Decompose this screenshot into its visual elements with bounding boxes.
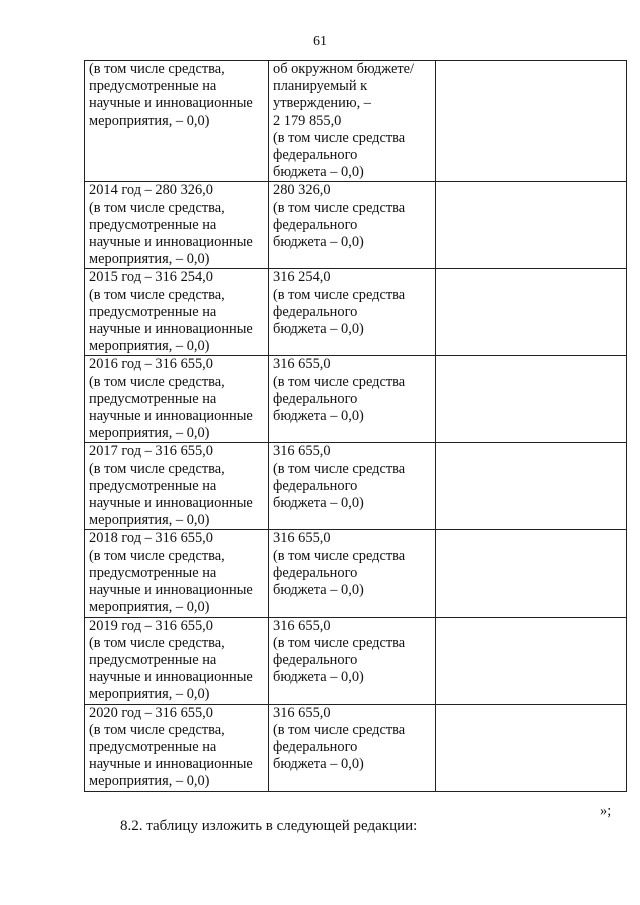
budget-source-cell: 316 254,0 (в том числе средства федерального бюджета – 0,0) bbox=[269, 269, 436, 356]
budget-source-cell: 316 655,0 (в том числе средства федерального бюджета – 0,0) bbox=[269, 443, 436, 530]
funding-period-cell: 2019 год – 316 655,0 (в том числе средства, предусмотренные на научные и инновационные мероприятия, – 0,0) bbox=[85, 617, 269, 704]
budget-source-cell: об окружном бюджете/ планируемый к утверждению, – 2 179 855,0 (в том числе средства федерального бюджета – 0,0) bbox=[269, 61, 436, 182]
instruction-text: 8.2. таблицу изложить в следующей редакции: bbox=[120, 818, 418, 834]
table-row bbox=[85, 61, 627, 182]
budget-source-cell: 316 655,0 (в том числе средства федерального бюджета – 0,0) bbox=[269, 617, 436, 704]
funding-period-cell: (в том числе средства, предусмотренные на научные и инновационные мероприятия, – 0,0) bbox=[85, 61, 269, 182]
funding-period-cell: 2014 год – 280 326,0 (в том числе средства, предусмотренные на научные и инновационные мероприятия, – 0,0) bbox=[85, 182, 269, 269]
notes-cell bbox=[436, 182, 627, 269]
funding-period-cell: 2015 год – 316 254,0 (в том числе средства, предусмотренные на научные и инновационные мероприятия, – 0,0) bbox=[85, 269, 269, 356]
table-row bbox=[85, 443, 627, 530]
notes-cell bbox=[436, 704, 627, 791]
table-row bbox=[85, 182, 627, 269]
funding-period-cell: 2017 год – 316 655,0 (в том числе средства, предусмотренные на научные и инновационные мероприятия, – 0,0) bbox=[85, 443, 269, 530]
page-number: 61 bbox=[313, 34, 327, 49]
table-row bbox=[85, 530, 627, 617]
budget-source-cell: 316 655,0 (в том числе средства федерального бюджета – 0,0) bbox=[269, 704, 436, 791]
budget-source-cell: 316 655,0 (в том числе средства федерального бюджета – 0,0) bbox=[269, 530, 436, 617]
notes-cell bbox=[436, 617, 627, 704]
notes-cell bbox=[436, 269, 627, 356]
notes-cell bbox=[436, 61, 627, 182]
funding-period-cell: 2020 год – 316 655,0 (в том числе средства, предусмотренные на научные и инновационные мероприятия, – 0,0) bbox=[85, 704, 269, 791]
budget-table bbox=[84, 60, 627, 792]
budget-table-body bbox=[85, 61, 627, 792]
funding-period-cell: 2018 год – 316 655,0 (в том числе средства, предусмотренные на научные и инновационные мероприятия, – 0,0) bbox=[85, 530, 269, 617]
table-row bbox=[85, 356, 627, 443]
notes-cell bbox=[436, 443, 627, 530]
funding-period-cell: 2016 год – 316 655,0 (в том числе средства, предусмотренные на научные и инновационные мероприятия, – 0,0) bbox=[85, 356, 269, 443]
budget-source-cell: 316 655,0 (в том числе средства федерального бюджета – 0,0) bbox=[269, 356, 436, 443]
notes-cell bbox=[436, 530, 627, 617]
table-row bbox=[85, 269, 627, 356]
table-row bbox=[85, 704, 627, 791]
notes-cell bbox=[436, 356, 627, 443]
table-row bbox=[85, 617, 627, 704]
budget-source-cell: 280 326,0 (в том числе средства федерального бюджета – 0,0) bbox=[269, 182, 436, 269]
closing-quote-mark: »; bbox=[600, 803, 612, 819]
